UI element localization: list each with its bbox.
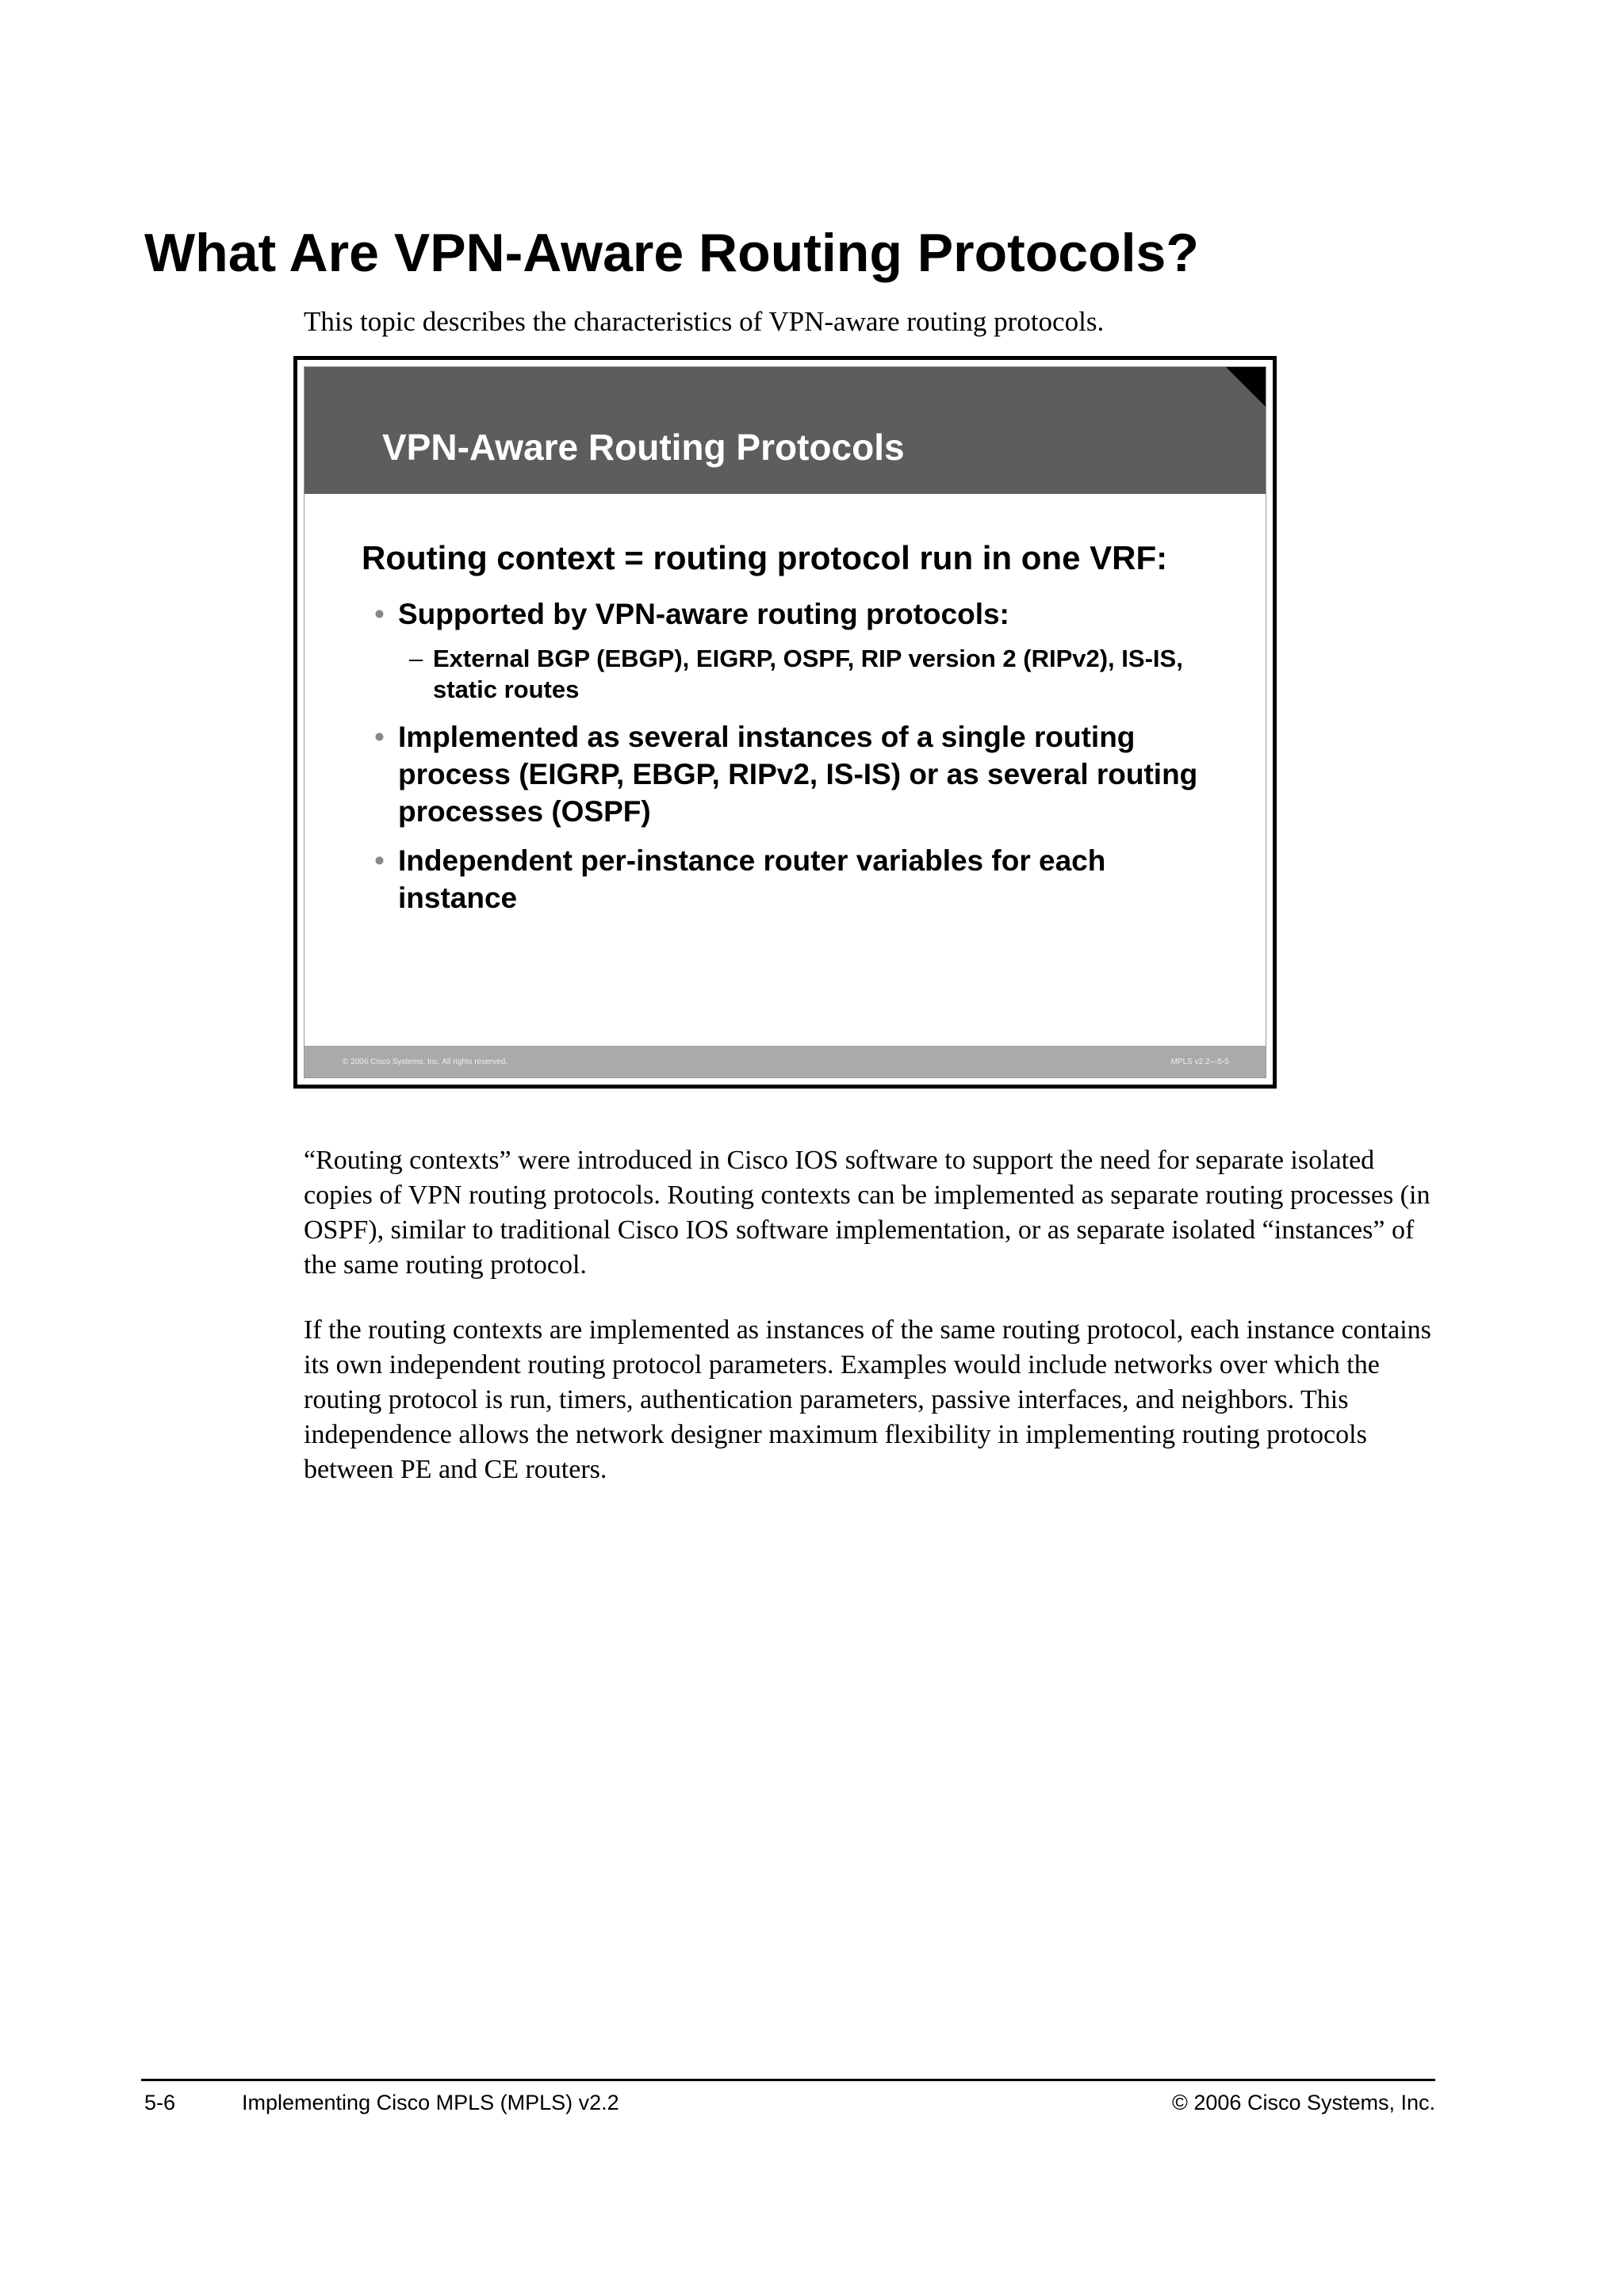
body-paragraph-1: “Routing contexts” were introduced in Cisco IOS software to support the need for separate isolated copies of VPN routing protocols. Routing contexts can be implemented as separate routing processes (in OSPF), similar to traditional Cisco IOS software implementation, or as separate isolated “instances” of the same routing protocol. — [304, 1146, 1431, 1280]
intro-text: This topic describes the characteristics of VPN-aware routing protocols. — [304, 306, 1105, 337]
bullet-dot-icon: • — [374, 598, 385, 630]
bullet-dot-icon: • — [374, 721, 385, 753]
slide-heading: Routing context = routing protocol run in one VRF: — [362, 539, 1168, 576]
bullet-dash-icon: – — [409, 645, 423, 672]
slide-bullet-2 — [374, 718, 1207, 830]
bullet-dot-icon: • — [374, 844, 385, 877]
slide-footer — [304, 1046, 1266, 1077]
slide-bullet-3 — [374, 842, 1223, 916]
body-paragraph-2: If the routing contexts are implemented as instances of the same routing protocol, each instance contains its own independent routing protocol parameters. Examples would include networks over which the routing protocol is run, timers, authentication parameters, passive interfaces, and neighbors. This independence allows the network designer maximum flexibility in implementing routing protocols between PE and CE routers. — [304, 1315, 1431, 1484]
slide-sub-bullet-1-text: External BGP (EBGP), EIGRP, OSPF, RIP version 2 (RIPv2), IS-IS, static routes — [433, 645, 1183, 703]
footer-copyright: © 2006 Cisco Systems, Inc. — [1171, 2091, 1435, 2114]
slide-bullet-1 — [374, 595, 1159, 633]
slide-footer-copyright: © 2006 Cisco Systems, Inc. All rights reserved. — [343, 1058, 508, 1066]
slide-canvas — [304, 366, 1266, 1078]
footer-book-title: Implementing Cisco MPLS (MPLS) v2.2 — [242, 2091, 619, 2114]
slide-bullet-3-text: Independent per-instance router variables for each instance — [398, 844, 1106, 914]
slide-footer-number: MPLS v2.2—5-5 — [1170, 1058, 1229, 1066]
slide-bullet-1-text: Supported by VPN-aware routing protocols: — [398, 598, 1009, 630]
footer-page-number: 5-6 — [144, 2091, 176, 2114]
page-title: What Are VPN-Aware Routing Protocols? — [144, 223, 1199, 283]
slide-sub-bullet-1 — [409, 643, 1226, 705]
slide-title: VPN-Aware Routing Protocols — [382, 427, 905, 468]
slide-header — [304, 367, 1266, 494]
slide-frame — [293, 356, 1277, 1089]
slide-bullet-2-text: Implemented as several instances of a single routing process (EIGRP, EBGP, RIPv2, IS-IS) or as several routing processes (OSPF) — [398, 721, 1198, 828]
slide-corner-triangle — [1226, 367, 1266, 407]
footer-divider — [141, 2079, 1435, 2081]
